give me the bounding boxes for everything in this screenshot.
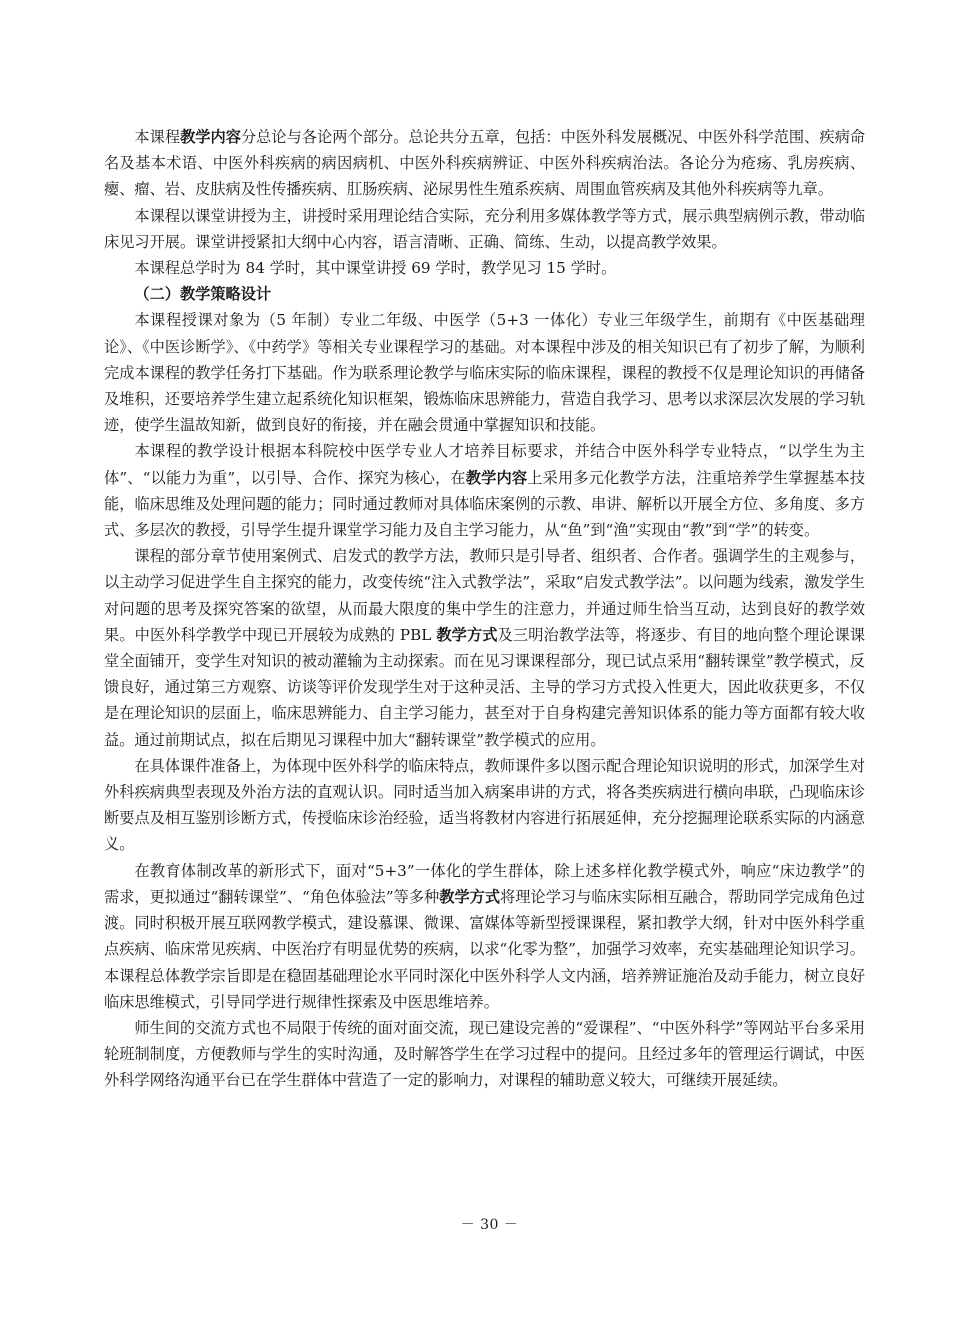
bold-term-teaching-mode: 教学方式	[439, 887, 501, 906]
text-run: 课程的部分章节使用案例式、启发式的教学方法，教师只是引导者、组织者、合作者。强调学生的主观参与，以主动学习促进学生自主探究的能力，改变传统“注入式教学法”，采取“启发式教学法”。以问题为线索，激发学生对问题的思考及探究答案的欲望，从而最大限度的集中学生的注意力，并通过师生恰当互动，达到良好的教学效果。中医外科学教学中现已开展较为成熟的 PBL	[104, 547, 865, 644]
bold-term-teaching-content: 教学内容	[465, 468, 528, 487]
text-run: 本课程	[134, 128, 181, 146]
paragraph-total-hours	[104, 255, 865, 281]
document-body	[104, 124, 865, 1094]
section-heading-teaching-strategy	[104, 281, 865, 307]
text-run: 本课程授课对象为（5 年制）专业二年级、中医学（5+3 一体化）专业三年级学生，前期有《中医基础理论》、《中医诊断学》、《中药学》等相关专业课程学习的基础。对本课程中涉及的相关知识已有了初步了解，为顺利完成本课程的教学任务打下基础。作为联系理论教学与临床实际的临床课程，课程的教授不仅是理论知识的再储备及堆积，还要培养学生建立起系统化知识框架，锻炼临床思辨能力，营造自我学习、思考以求深层次发展的学习轨迹，使学生温故知新，做到良好的衔接，并在融会贯通中掌握知识和技能。	[104, 311, 865, 435]
paragraph-audience	[104, 307, 865, 438]
text-run: 分总论与各论两个部分。总论共分五章，包括：中医外科发展概况、中医外科学范围、疾病命名及基本术语、中医外科疾病的病因病机、中医外科疾病辨证、中医外科疾病治法。各论分为疮疡、乳房疾病、瘿、瘤、岩、皮肤病及性传播疾病、肛肠疾病、泌尿男性生殖系疾病、周围血管疾病及其他外科疾病等九章。	[104, 128, 866, 199]
text-run: 在具体课件准备上，为体现中医外科学的临床特点，教师课件多以图示配合理论知识说明的形式，加深学生对外科疾病典型表现及外治方法的直观认识。同时适当加入病案串讲的方式，将各类疾病进行横向串联，凸现临床诊断要点及相互鉴别诊断方式，传授临床诊治经验，适当将教材内容进行拓展延伸，充分挖掘理论联系实际的内涵意义。	[104, 756, 865, 854]
paragraph-design	[104, 438, 865, 543]
paragraph-case-method	[104, 543, 865, 753]
page-number: － 30 －	[460, 1217, 519, 1233]
text-run: 将理论学习与临床实际相互融合，帮助同学完成角色过渡。同时积极开展互联网教学模式，建设慕课、微课、富媒体等新型授课课程，紧扣教学大纲，针对中医外科学重点疾病、临床常见疾病、中医治疗有明显优势的疾病，以求“化零为整”，加强学习效率，充实基础理论知识学习。本课程总体教学宗旨即是在稳固基础理论水平同时深化中医外科学人文内涵，培养辨证施治及动手能力，树立良好临床思维模式，引导同学进行规律性探索及中医思维培养。	[104, 887, 866, 1011]
text-run: 本课程总学时为 84 学时，其中课堂讲授 69 学时，教学见习 15 学时。	[134, 259, 617, 278]
text-run: 本课程的教学设计根据本科院校中医学专业人才培养目标要求，并结合中医外科学专业特点，“以学生为主体”、“以能力为重”，以引导、合作、探究为核心，在	[104, 442, 865, 487]
paragraph-teaching-content	[104, 124, 865, 203]
text-run: 本课程以课堂讲授为主，讲授时采用理论结合实际，充分利用多媒体教学等方式，展示典型病例示教，带动临床见习开展。课堂讲授紧扣大纲中心内容，语言清晰、正确、简练、生动，以提高教学效果。	[104, 206, 865, 251]
bold-term-teaching-mode: 教学方式	[436, 625, 498, 644]
text-run: 上采用多元化教学方法，注重培养学生掌握基本技能，临床思维及处理问题的能力；同时通过教师对具体临床案例的示教、串讲、解析以开展全方位、多角度、多方式、多层次的教授，引导学生提升课堂学习能力及自主学习能力，从“鱼”到“渔”实现由“教”到“学”的转变。	[104, 468, 866, 540]
heading-text: （二）教学策略设计	[134, 285, 272, 304]
text-run: 及三明治教学法等，将逐步、有目的地向整个理论课课堂全面铺开，变学生对知识的被动灌输为主动探索。而在见习课课程部分，现已试点采用“翻转课堂”教学模式，反馈良好，通过第三方观察、访谈等评价发现学生对于这种灵活、主导的学习方式投入性更大，因此收获更多，不仅是在理论知识的层面上，临床思辨能力、自主学习能力，甚至对于自身构建完善知识体系的能力等方面都有较大收益。通过前期试点，拟在后期见习课程中加大“翻转课堂”教学模式的应用。	[104, 625, 866, 749]
paragraph-communication	[104, 1015, 865, 1094]
text-run: 师生间的交流方式也不局限于传统的面对面交流，现已建设完善的“爱课程”、“中医外科学”等网站平台多采用轮班制制度，方便教师与学生的实时沟通，及时解答学生在学习过程中的提问。且经过多年的管理运行调试，中医外科学网络沟通平台已在学生群体中营造了一定的影响力，对课程的辅助意义较大，可继续开展延续。	[104, 1018, 865, 1090]
paragraph-reform	[104, 858, 865, 1015]
bold-term-teaching-content: 教学内容	[180, 128, 241, 146]
paragraph-courseware	[104, 753, 865, 858]
text-run: 在教育体制改革的新形式下，面对“5+3”一体化的学生群体，除上述多样化教学模式外，响应“床边教学”的需求，更拟通过“翻转课堂”、“角色体验法”等多种	[104, 861, 865, 906]
paragraph-lecture-method	[104, 203, 865, 255]
